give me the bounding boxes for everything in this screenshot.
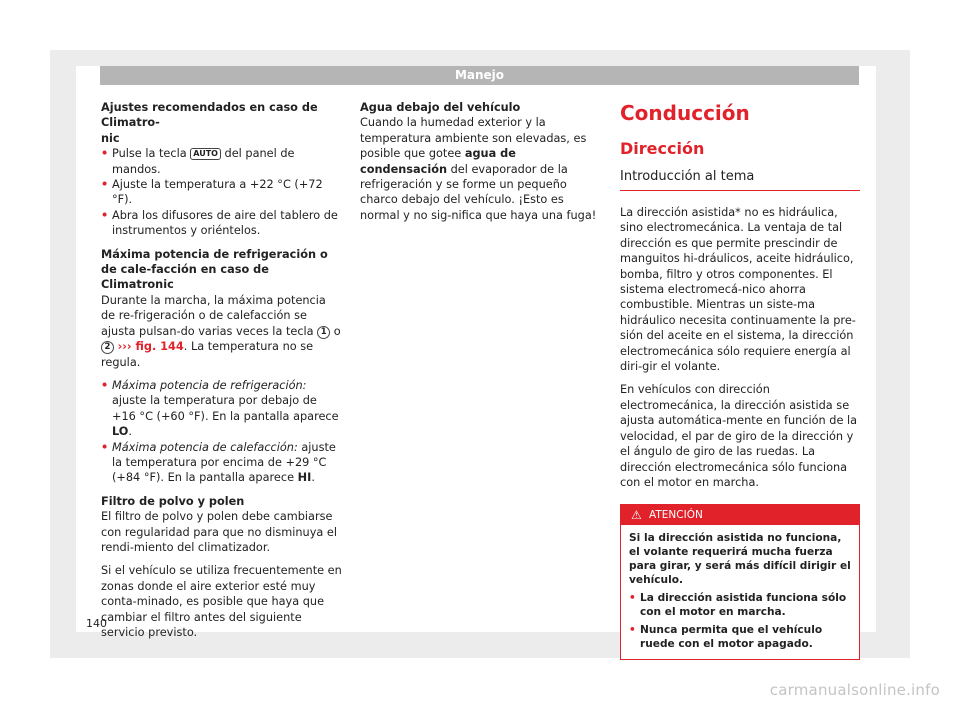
bold-term: agua de condensación: [360, 147, 516, 176]
text: del panel de mandos.: [112, 147, 295, 176]
column-left: [101, 100, 343, 640]
water-under-vehicle-heading: Agua debajo del vehículo: [360, 101, 521, 114]
list-item: [101, 177, 343, 208]
bullet-icon: •: [101, 378, 109, 392]
text: del evaporador de la refrigeración y se forme un pequeño charco debajo del vehículo. ¡Esto es normal y no sig-nifica que haya una fuga!: [360, 162, 597, 222]
column-middle: [360, 100, 600, 223]
heading-line: nic: [101, 131, 120, 145]
warning-label: ATENCIÓN: [649, 509, 703, 522]
warning-header: [621, 505, 859, 525]
auto-key-icon: AUTO: [190, 148, 221, 160]
section-title: Dirección: [620, 139, 705, 158]
list-item: [629, 623, 851, 651]
max-power-paragraph: [101, 293, 343, 370]
bullet-icon: •: [629, 592, 636, 605]
bullet-icon: •: [629, 624, 636, 637]
chapter-title: Conducción: [620, 101, 750, 125]
italic-term: Máxima potencia de refrigeración:: [112, 378, 307, 392]
subsection-title: Introducción al tema: [620, 168, 860, 191]
display-value: LO: [112, 425, 129, 439]
dust-filter-paragraph: El filtro de polvo y polen debe cambiarse con regularidad para que no disminuya el rendi-miento del climatizador.: [101, 510, 337, 554]
text: Ajuste la temperatura a +22 °C (+72 °F).: [112, 178, 323, 207]
steering-paragraph-2: En vehículos con dirección electromecánica, la dirección asistida se ajusta automática-mente en función de la velocidad, el par de giro de la dirección y el ángulo de giro de las ruedas. La dirección electromecánica sólo funciona con el motor en marcha.: [620, 383, 858, 489]
text: ajuste la temperatura por debajo de +16 °C (+60 °F). En la pantalla aparece: [112, 394, 339, 423]
text: . La temperatura no se regula.: [101, 340, 314, 369]
list-item: • Máxima potencia de refrigeración: ajuste la temperatura por debajo de +16 °C (+60 °F). En la pantalla aparece LO.: [101, 378, 339, 439]
text: o: [333, 324, 341, 338]
callout-2-icon: 2: [101, 341, 114, 354]
bullet-icon: •: [101, 147, 109, 161]
climatronic-settings-heading: [101, 100, 343, 146]
text: Nunca permita que el vehículo ruede con el motor apagado.: [640, 624, 823, 651]
figure-reference-link[interactable]: ››› fig. 144: [117, 340, 184, 354]
text: Durante la marcha, la máxima potencia de re-frigeración o de calefacción se ajusta pulsan-do varias veces la tecla: [101, 293, 326, 338]
column-right: [620, 100, 860, 660]
text: ajuste la temperatura por encima de +29 °C (+84 °F). En la pantalla aparece: [112, 440, 336, 485]
text: La dirección asistida funciona sólo con el motor en marcha.: [640, 592, 847, 619]
heading-line: Ajustes recomendados en caso de Climatro-: [101, 101, 318, 130]
list-item: [101, 146, 343, 177]
water-paragraph: [360, 115, 600, 223]
watermark: carmanualsonline.info: [769, 681, 940, 699]
text: Cuando la humedad exterior y la temperatura ambiente son elevadas, es posible que gotee: [360, 116, 587, 161]
bullet-icon: •: [101, 440, 109, 454]
list-item: • Máxima potencia de calefacción: ajuste la temperatura por encima de +29 °C (+84 °F). En la pantalla aparece HI.: [101, 440, 336, 485]
page-number: 140: [86, 617, 107, 630]
section-header: Manejo: [100, 66, 859, 85]
bullet-icon: •: [101, 208, 109, 222]
callout-1-icon: 1: [317, 326, 330, 339]
max-power-heading: Máxima potencia de refrigeración o de cale-facción en caso de Climatronic: [101, 247, 328, 292]
display-value: HI: [297, 471, 312, 485]
list-item: [629, 591, 851, 619]
warning-text: Si la dirección asistida no funciona, el volante requerirá mucha fuerza para girar, y será más difícil dirigir el vehículo.: [629, 532, 851, 587]
text: Pulse la tecla: [112, 147, 187, 161]
warning-body: [621, 525, 859, 659]
bullet-icon: •: [101, 178, 109, 192]
dust-filter-heading: Filtro de polvo y polen: [101, 494, 245, 508]
italic-term: Máxima potencia de calefacción:: [112, 440, 298, 454]
list-item: [101, 208, 343, 239]
dust-filter-paragraph-2: Si el vehículo se utiliza frecuentemente en zonas donde el aire exterior esté muy conta-minado, es posible que haya que cambiar el filtro antes del siguiente servicio previsto.: [101, 564, 342, 639]
warning-triangle-icon: ⚠: [631, 508, 642, 523]
steering-paragraph-1: La dirección asistida* no es hidráulica, sino electromecánica. La ventaja de tal dirección es que permite prescindir de manguitos hi-dráulicos, aceite hidráulico, bomba, filtro y otros componentes. El sistema electromecá-nico ahorra combustible. Mientras un siste-ma hidráulico necesita continuamente la pre-sión del aceite en el sistema, la dirección electromecánica sólo requiere energía al diri-gir el volante.: [620, 206, 856, 374]
warning-box: [620, 504, 860, 660]
text: Abra los difusores de aire del tablero de instrumentos y oriéntelos.: [112, 208, 338, 238]
